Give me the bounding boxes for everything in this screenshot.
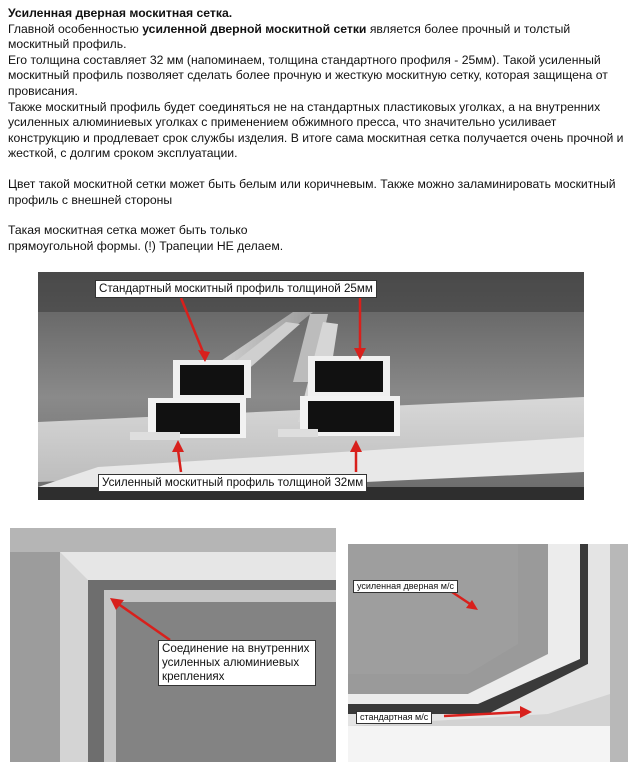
label-standard-net: стандартная м/с	[356, 711, 432, 724]
paragraph-intro	[8, 22, 628, 53]
paragraph-shape-line1: Такая москитная сетка может быть только	[8, 223, 248, 238]
article-title: Усиленная дверная москитная сетка.	[8, 6, 233, 20]
paragraph-thickness: Его толщина составляет 32 мм (напоминаем, толщина стандартного профиля - 25мм). Такой усиленный москитный профиль позволяет сделать более прочную и жесткую москитную сетку, которая защищена от провисания.	[8, 52, 608, 98]
paragraph-shape-line2: прямоугольной формы. (!) Трапеции НЕ делаем.	[8, 238, 284, 253]
label-corner-joint	[158, 640, 316, 686]
label-reinforced-door-net: усиленная дверная м/с	[353, 580, 458, 593]
comparison-photo	[348, 544, 628, 762]
intro-bold-text: усиленной дверной москитной сетки	[142, 21, 367, 36]
corner-photo	[10, 528, 336, 762]
label-standard-profile: Стандартный москитный профиль толщиной 25мм	[95, 280, 377, 298]
label-reinforced-profile: Усиленный москитный профиль толщиной 32мм	[98, 474, 367, 492]
label-corner-joint-text: Соединение на внутренних усиленных алюминиевых креплениях	[162, 642, 310, 683]
paragraph-color: Цвет такой москитной сетки может быть белым или коричневым. Также можно заламинировать москитный профиль с внешней стороны	[8, 176, 616, 207]
intro-text: Главной особенностью	[8, 21, 143, 36]
profiles-photo-image	[38, 272, 584, 500]
intro-text-end: является более прочный и толстый москитный профиль.	[8, 21, 571, 52]
profiles-photo	[38, 272, 584, 500]
article-text	[8, 6, 628, 254]
paragraph-corners: Также москитный профиль будет соединяться не на стандартных пластиковых уголках, а на внутренних усиленных алюминиевых уголках с применением обжимного пресса, что значительно усиливает конструкцию и продлевает срок службы изделия. В итоге сама москитная сетка получается очень прочной и жесткой, с долгим сроком эксплуатации.	[8, 99, 624, 161]
comparison-photo-image	[348, 544, 628, 762]
